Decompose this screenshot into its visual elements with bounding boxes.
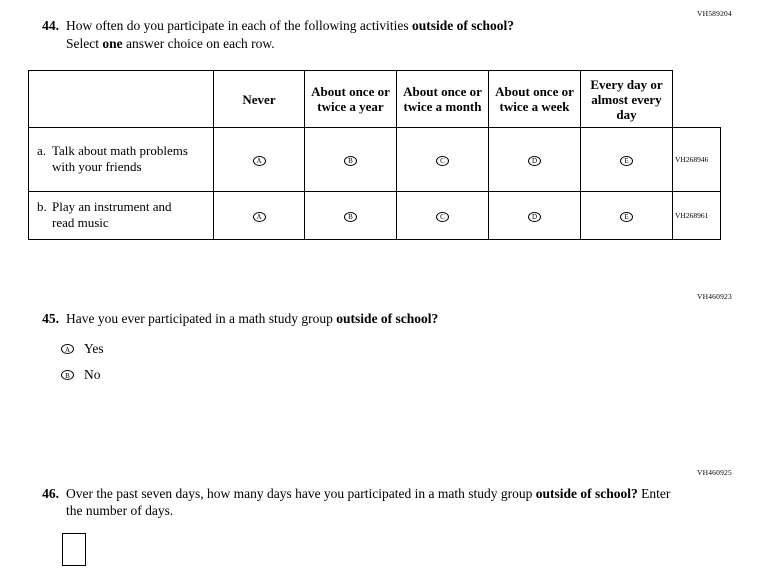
radio-bubble[interactable] xyxy=(620,212,633,222)
table-row xyxy=(29,128,721,192)
question-46 xyxy=(33,485,673,519)
matrix-row-id-code-a: VH268946 xyxy=(673,128,721,192)
question-45-choice-no[interactable] xyxy=(61,362,673,388)
radio-bubble[interactable] xyxy=(253,156,266,166)
matrix-row-label-a xyxy=(29,128,214,192)
matrix-option-b-1[interactable] xyxy=(305,192,397,240)
radio-bubble[interactable] xyxy=(344,156,357,166)
question-44-instruction-post: answer choice on each row. xyxy=(122,36,275,51)
matrix-header-row xyxy=(29,71,721,128)
matrix-option-a-0[interactable] xyxy=(214,128,305,192)
matrix-column-header-1: About once or twice a year xyxy=(305,71,397,128)
radio-bubble-letter: D xyxy=(531,213,538,221)
question-46-text-emphasis: outside of school? xyxy=(535,486,638,501)
matrix-row-id-code-b: VH268961 xyxy=(673,192,721,240)
radio-bubble-letter: E xyxy=(624,157,629,165)
radio-bubble[interactable] xyxy=(253,212,266,222)
radio-bubble-letter: C xyxy=(440,157,445,165)
matrix-row-text-b: Play an instrument and read music xyxy=(52,198,172,230)
radio-bubble[interactable] xyxy=(528,156,541,166)
question-46-id-code: VH460925 xyxy=(697,468,732,477)
question-44-number: 44. xyxy=(42,18,59,33)
radio-bubble[interactable] xyxy=(344,212,357,222)
matrix-option-a-1[interactable] xyxy=(305,128,397,192)
question-46-text-tail: Enter the number of days. xyxy=(66,486,671,518)
matrix-column-header-4: Every day or almost every day xyxy=(581,71,673,128)
question-44-instruction-emphasis: one xyxy=(102,36,123,51)
matrix-option-b-3[interactable] xyxy=(489,192,581,240)
radio-bubble-letter: A xyxy=(256,213,262,221)
radio-bubble[interactable] xyxy=(620,156,633,166)
radio-bubble-letter: C xyxy=(440,213,445,221)
question-45-id-code: VH460923 xyxy=(697,292,732,301)
question-45-number: 45. xyxy=(42,311,59,326)
radio-bubble-letter: B xyxy=(65,371,70,380)
question-45-text xyxy=(66,310,438,327)
question-46-answer-input[interactable] xyxy=(62,533,86,566)
question-45-choice-list xyxy=(61,336,673,388)
question-44-text xyxy=(66,17,514,34)
question-45 xyxy=(33,310,673,388)
matrix-option-b-0[interactable] xyxy=(214,192,305,240)
question-45-text-emphasis: outside of school? xyxy=(336,311,439,326)
question-45-stem xyxy=(33,310,673,327)
question-45-text-main: Have you ever participated in a math study group xyxy=(66,311,337,326)
question-44-text-main: How often do you participate in each of the following activities xyxy=(66,18,413,33)
matrix-column-header-2: About once or twice a month xyxy=(397,71,489,128)
matrix-option-b-4[interactable] xyxy=(581,192,673,240)
question-45-choice-yes[interactable] xyxy=(61,336,673,362)
matrix-option-a-2[interactable] xyxy=(397,128,489,192)
radio-bubble-letter: B xyxy=(348,213,353,221)
radio-bubble-letter: E xyxy=(624,213,629,221)
matrix-option-a-3[interactable] xyxy=(489,128,581,192)
question-44-matrix-table xyxy=(28,70,721,240)
radio-bubble[interactable] xyxy=(436,212,449,222)
radio-bubble-letter: A xyxy=(256,157,262,165)
question-44 xyxy=(33,17,673,52)
radio-bubble[interactable] xyxy=(61,344,74,354)
question-44-instruction-pre: Select xyxy=(66,36,103,51)
matrix-row-label-b xyxy=(29,192,214,240)
matrix-row-letter-a: a. xyxy=(37,142,47,158)
radio-bubble[interactable] xyxy=(436,156,449,166)
question-44-instruction-text xyxy=(66,35,275,52)
question-44-instruction xyxy=(33,35,673,52)
matrix-column-header-3: About once or twice a week xyxy=(489,71,581,128)
radio-bubble-letter: A xyxy=(64,345,71,354)
radio-bubble[interactable] xyxy=(61,370,74,380)
radio-bubble-letter: D xyxy=(531,157,538,165)
question-46-stem xyxy=(33,485,673,519)
page-id-code: VH589204 xyxy=(697,9,732,18)
question-44-stem xyxy=(33,17,673,34)
table-row xyxy=(29,192,721,240)
matrix-header-id-spacer xyxy=(673,71,721,128)
question-46-text xyxy=(66,485,673,519)
question-45-choice-no-label: No xyxy=(84,367,101,382)
matrix-row-text-a: Talk about math problems with your friends xyxy=(52,142,188,174)
question-46-number: 46. xyxy=(42,486,59,501)
question-45-choice-yes-label: Yes xyxy=(84,341,104,356)
matrix-option-a-4[interactable] xyxy=(581,128,673,192)
matrix-column-header-0: Never xyxy=(214,71,305,128)
matrix-row-letter-b: b. xyxy=(37,198,47,214)
question-46-text-main: Over the past seven days, how many days have you participated in a math study group xyxy=(66,486,536,501)
radio-bubble[interactable] xyxy=(528,212,541,222)
matrix-corner-cell xyxy=(29,71,214,128)
matrix-option-b-2[interactable] xyxy=(397,192,489,240)
question-44-text-emphasis: outside of school? xyxy=(412,18,515,33)
radio-bubble-letter: B xyxy=(348,157,353,165)
